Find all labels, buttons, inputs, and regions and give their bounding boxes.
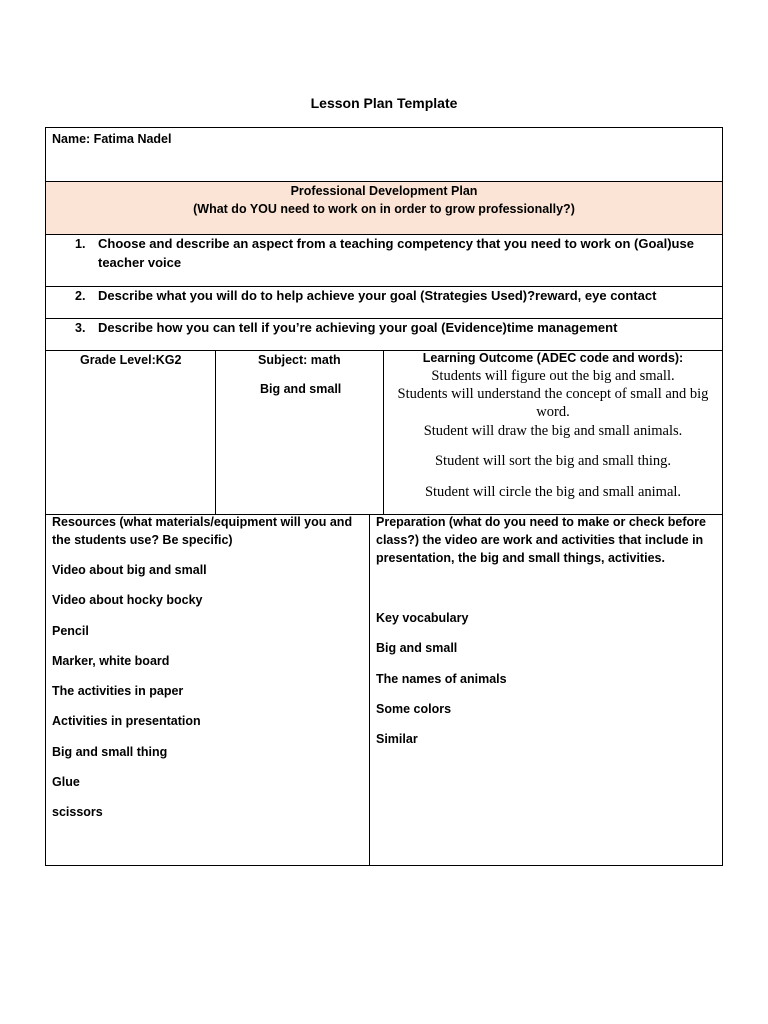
vocabulary-item: Key vocabulary: [376, 611, 469, 625]
pd-heading: Professional Development Plan: [290, 184, 478, 198]
learning-outcome-item: word.: [536, 404, 570, 420]
grade-level-cell: [45, 350, 216, 515]
goal-text-continued: teacher voice: [98, 255, 182, 270]
name-text: Name: Fatima Nadel: [52, 132, 172, 146]
goal-number: 2.: [75, 289, 86, 303]
vocabulary-item: Big and small: [376, 641, 458, 655]
resources-cell: [45, 514, 370, 866]
learning-outcome-cell: [383, 350, 723, 515]
subject-topic: Big and small: [260, 382, 342, 396]
grade-level: Grade Level:KG2: [80, 353, 182, 367]
resource-item: Pencil: [52, 624, 89, 638]
goal-number: 3.: [75, 321, 86, 335]
pd-plan-header: [45, 181, 723, 235]
resource-item: Marker, white board: [52, 654, 170, 668]
resource-item: Video about hocky bocky: [52, 593, 203, 607]
vocabulary-item: Some colors: [376, 702, 452, 716]
subject-label: Subject: math: [258, 353, 341, 367]
goal-row-1: [45, 234, 723, 287]
preparation-heading-continued: class?) the video are work and activities that include in: [376, 533, 704, 547]
subject-cell: [215, 350, 384, 515]
pd-subheading: (What do YOU need to work on in order to grow professionally?): [193, 202, 575, 216]
resource-item: scissors: [52, 805, 103, 819]
resources-heading-continued: the students use? Be specific): [52, 533, 233, 547]
preparation-heading: Preparation (what do you need to make or check before: [376, 515, 706, 529]
learning-outcome-heading: Learning Outcome (ADEC code and words):: [422, 351, 684, 365]
resource-item: The activities in paper: [52, 684, 184, 698]
preparation-cell: [369, 514, 723, 866]
goal-row-2: [45, 286, 723, 319]
vocabulary-item: The names of animals: [376, 672, 507, 686]
goal-text: Describe how you can tell if you’re achieving your goal (Evidence)time management: [98, 320, 618, 335]
goal-row-3: [45, 318, 723, 351]
learning-outcome-item: Student will sort the big and small thing.: [434, 453, 671, 469]
document-title: Lesson Plan Template: [310, 95, 458, 111]
learning-outcome-item: Student will draw the big and small animals.: [423, 423, 683, 439]
learning-outcome-item: Student will circle the big and small animal.: [424, 484, 682, 500]
goal-text: Choose and describe an aspect from a teaching competency that you need to work on (Goal)use: [98, 236, 694, 251]
learning-outcome-item: Students will understand the concept of small and big: [397, 386, 709, 402]
resources-heading: Resources (what materials/equipment will you and: [52, 515, 353, 529]
resource-item: Activities in presentation: [52, 714, 201, 728]
preparation-heading-continued: presentation, the big and small things, activities.: [376, 551, 665, 565]
goal-text: Describe what you will do to help achieve your goal (Strategies Used)?reward, eye contact: [98, 288, 657, 303]
resource-item: Big and small thing: [52, 745, 168, 759]
resource-item: Glue: [52, 775, 80, 789]
name-row: [45, 127, 723, 182]
vocabulary-item: Similar: [376, 732, 418, 746]
resource-item: Video about big and small: [52, 563, 207, 577]
goal-number: 1.: [75, 237, 86, 251]
learning-outcome-item: Students will figure out the big and small.: [431, 368, 675, 384]
